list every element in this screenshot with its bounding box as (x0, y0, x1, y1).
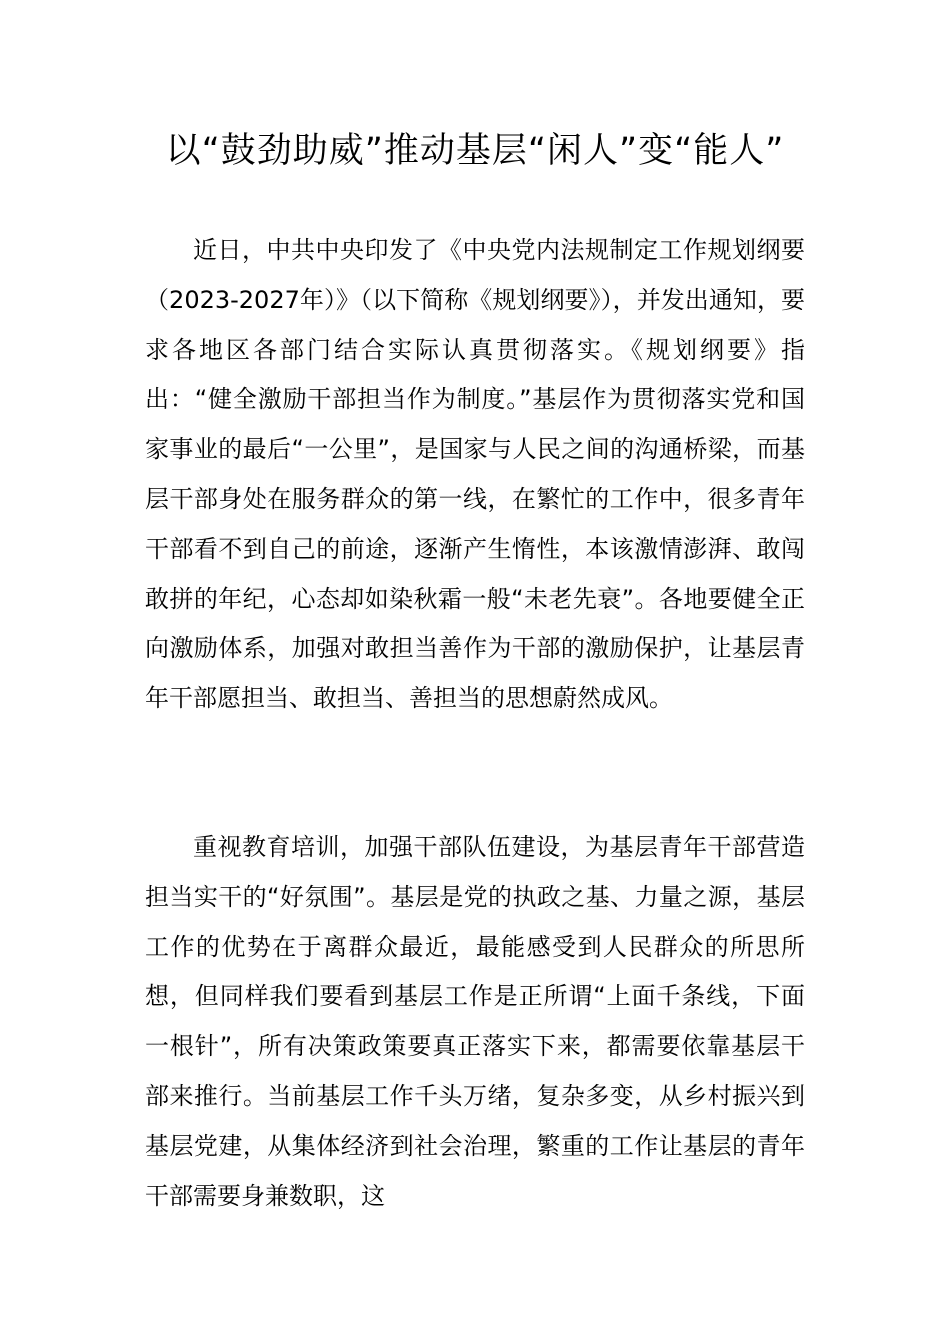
document-title: 以“鼓劲助威”推动基层“闲人”变“能人” (165, 131, 785, 171)
paragraph-1: 近日，中共中央印发了《中央党内法规制定工作规划纲要（2023-2027年）》（以下简称《规划纲要》），并发出通知，要求各地区各部门结合实际认真贯彻落实。《规划纲要》指出：“健全激励干部担当作为制度。”基层作为贯彻落实党和国家事业的最后“一公里”，是国家与人民之间的沟通桥梁，而基层干部身处在服务群众的第一线，在繁忙的工作中，很多青年干部看不到自己的前途，逐渐产生惰性，本该激情澎湃、敢闯敢拼的年纪，心态却如染秋霜一般“未老先衰”。各地要健全正向激励体系，加强对敢担当善作为干部的激励保护，让基层青年干部愿担当、敢担当、善担当的思想蔚然成风。 (145, 236, 805, 713)
paragraph-2: 重视教育培训，加强干部队伍建设，为基层青年干部营造担当实干的“好氛围”。基层是党的执政之基、力量之源，基层工作的优势在于离群众最近，最能感受到人民群众的所思所想，但同样我们要看到基层工作是正所谓“上面千条线，下面一根针”，所有决策政策要真正落实下来，都需要依靠基层干部来推行。当前基层工作千头万绪，复杂多变，从乡村振兴到基层党建，从集体经济到社会治理，繁重的工作让基层的青年干部需要身兼数职，这 (145, 833, 805, 1210)
